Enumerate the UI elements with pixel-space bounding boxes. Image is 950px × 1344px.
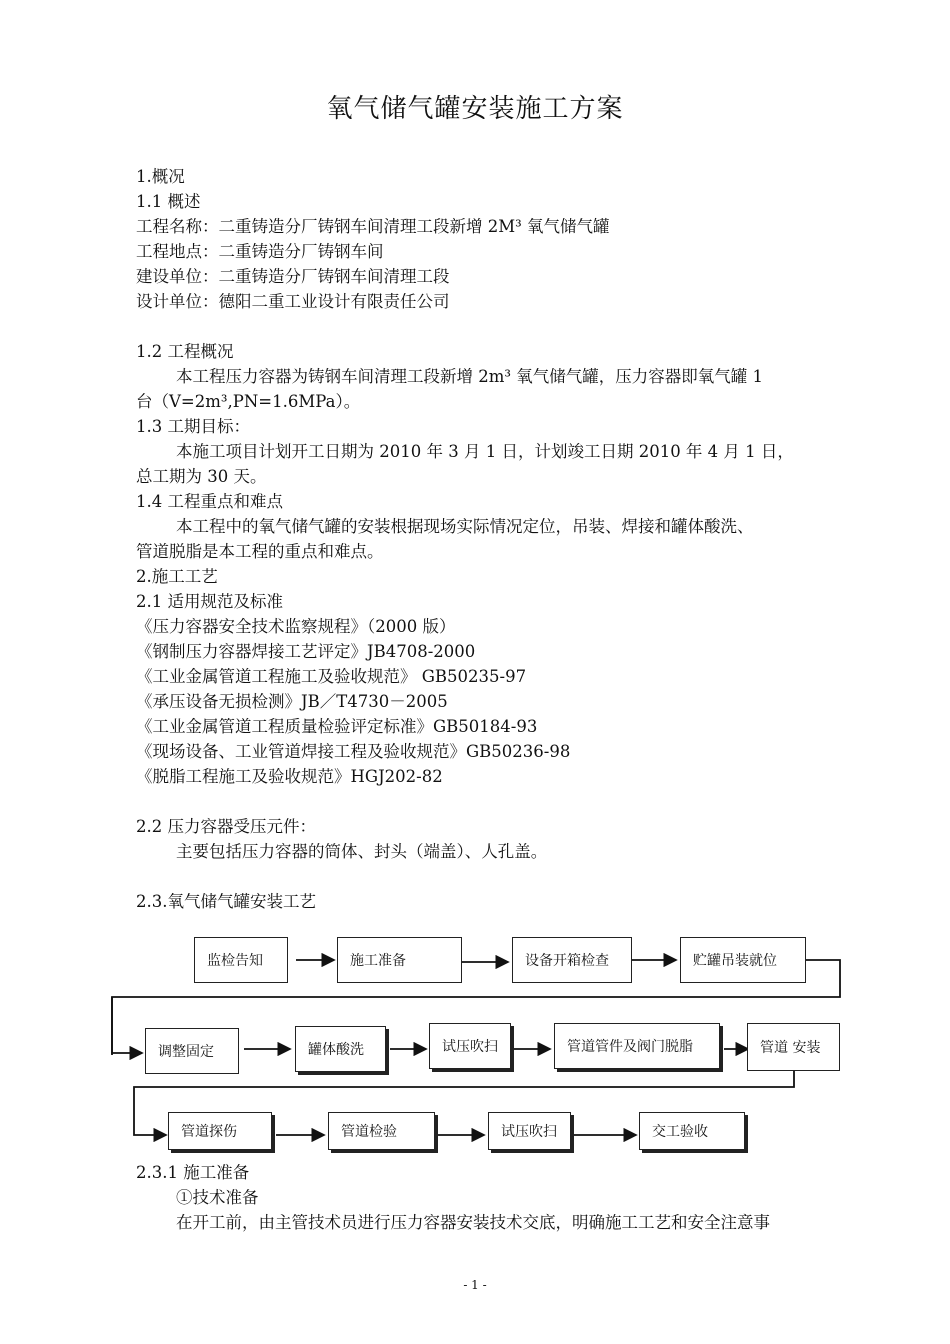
design-unit: 设计单位：德阳二重工业设计有限责任公司 — [136, 292, 450, 311]
paragraph-line: 本施工项目计划开工日期为 2010 年 3 月 1 日，计划竣工日期 2010 年 4 月 1 日， — [176, 442, 794, 461]
flow-step-box — [194, 937, 288, 983]
section-heading: 2.施工工艺 — [136, 567, 218, 586]
standard-item: 《工业金属管道工程质量检验评定标准》GB50184-93 — [136, 717, 538, 736]
flow-step-label: 管道检验 — [341, 1124, 397, 1140]
paragraph-line: 在开工前，由主管技术员进行压力容器安装技术交底，明确施工工艺和安全注意事 — [176, 1213, 770, 1232]
standard-item: 《压力容器安全技术监察规程》（2000 版） — [136, 617, 456, 636]
paragraph-line: ①技术准备 — [176, 1188, 259, 1207]
flow-step-box — [337, 937, 462, 983]
paragraph-line: 总工期为 30 天。 — [136, 467, 267, 486]
section-heading: 1.概况 — [136, 167, 185, 186]
flow-step-box — [429, 1023, 511, 1069]
subsection-heading: 2.1 适用规范及标准 — [136, 592, 283, 611]
subsection-heading: 1.1 概述 — [136, 192, 201, 211]
paragraph-line: 本工程中的氧气储气罐的安装根据现场实际情况定位，吊装、焊接和罐体酸洗、 — [176, 517, 754, 536]
paragraph-line: 本工程压力容器为铸钢车间清理工段新增 2m³ 氧气储气罐，压力容器即氧气罐 1 — [176, 367, 763, 386]
standard-item: 《承压设备无损检测》JB／T4730－2005 — [136, 692, 448, 711]
flow-step-box — [747, 1023, 840, 1071]
flow-step-box — [554, 1023, 720, 1069]
flow-step-box — [328, 1112, 435, 1150]
subsection-heading: 1.3 工期目标： — [136, 417, 250, 436]
project-site: 工程地点：二重铸造分厂铸钢车间 — [136, 242, 384, 261]
owner-unit: 建设单位：二重铸造分厂铸钢车间清理工段 — [136, 267, 450, 286]
flow-step-label: 试压吹扫 — [442, 1039, 498, 1055]
flow-step-label: 监检告知 — [207, 953, 263, 969]
flow-step-label: 管道管件及阀门脱脂 — [567, 1039, 693, 1055]
flow-step-label: 试压吹扫 — [501, 1124, 557, 1140]
standard-item: 《钢制压力容器焊接工艺评定》JB4708-2000 — [136, 642, 476, 661]
flow-step-label: 调整固定 — [158, 1044, 214, 1060]
subsection-heading: 1.2 工程概况 — [136, 342, 234, 361]
document-title: 氧气储气罐安装施工方案 — [326, 94, 624, 124]
paragraph-line: 台（V=2m³,PN=1.6MPa）。 — [136, 392, 361, 411]
flow-step-box — [145, 1028, 239, 1074]
flow-step-label: 交工验收 — [652, 1124, 708, 1140]
flow-step-label: 管道 安装 — [760, 1040, 821, 1056]
flow-step-label: 贮罐吊装就位 — [693, 953, 777, 969]
flow-step-box — [168, 1112, 272, 1150]
subsection-heading: 2.3.1 施工准备 — [136, 1163, 250, 1182]
page-number: - 1 - — [463, 1278, 487, 1292]
flow-step-box — [639, 1112, 745, 1150]
flow-step-label: 施工准备 — [350, 953, 406, 969]
standard-item: 《现场设备、工业管道焊接工程及验收规范》GB50236-98 — [136, 742, 571, 761]
standard-item: 《脱脂工程施工及验收规范》HGJ202-82 — [136, 767, 443, 786]
subsection-heading: 2.3.氧气储气罐安装工艺 — [136, 892, 316, 911]
flow-step-box — [488, 1112, 571, 1150]
flow-step-label: 设备开箱检查 — [525, 953, 609, 969]
flow-step-label: 罐体酸洗 — [308, 1042, 364, 1058]
paragraph-line: 主要包括压力容器的筒体、封头（端盖）、人孔盖。 — [176, 842, 548, 861]
paragraph-line: 管道脱脂是本工程的重点和难点。 — [136, 542, 384, 561]
subsection-heading: 2.2 压力容器受压元件： — [136, 817, 316, 836]
project-name: 工程名称：二重铸造分厂铸钢车间清理工段新增 2M³ 氧气储气罐 — [136, 217, 610, 236]
flow-step-box — [680, 937, 806, 983]
standard-item: 《工业金属管道工程施工及验收规范》 GB50235-97 — [136, 667, 527, 686]
subsection-heading: 1.4 工程重点和难点 — [136, 492, 283, 511]
flow-step-label: 管道探伤 — [181, 1124, 237, 1140]
flow-step-box — [512, 937, 632, 983]
flow-step-box — [295, 1026, 386, 1072]
